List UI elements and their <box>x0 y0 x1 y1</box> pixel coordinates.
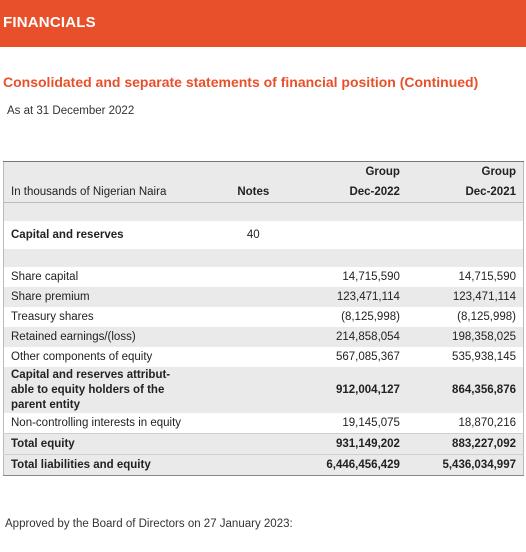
as-at-date: As at 31 December 2022 <box>7 105 135 117</box>
row-value-2021: 883,227,092 <box>407 434 524 455</box>
section-banner <box>0 0 526 47</box>
table-row <box>4 347 524 367</box>
header-empty <box>4 162 218 182</box>
row-value-2022: 931,149,202 <box>289 434 407 455</box>
row-label-line: able to equity holders of the <box>11 383 165 396</box>
grand-total-row <box>4 455 524 476</box>
row-value-2021: 18,870,216 <box>458 417 516 429</box>
row-value-2022: 567,085,367 <box>336 351 400 363</box>
total-row <box>4 434 524 455</box>
header-dec-2022: Dec-2022 <box>289 181 407 203</box>
row-label-line: parent entity <box>11 398 81 411</box>
row-value-2021: 123,471,114 <box>407 287 524 307</box>
section-row-capital <box>4 221 524 249</box>
row-label-line: Capital and reserves attribut- <box>11 368 171 381</box>
row-label: Non-controlling interests in equity <box>11 417 182 429</box>
header-row-group <box>4 162 524 182</box>
spacer-row <box>4 203 524 222</box>
financial-position-table <box>3 161 524 476</box>
row-label <box>4 367 218 413</box>
row-value-2021: 864,356,876 <box>407 367 524 413</box>
header-empty <box>218 162 289 182</box>
header-unit-label: In thousands of Nigerian Naira <box>4 181 218 203</box>
approval-note: Approved by the Board of Directors on 27 January 2023: <box>5 518 293 530</box>
row-label: Total equity <box>4 434 218 455</box>
spacer-row <box>4 249 524 267</box>
row-value-2022: 912,004,127 <box>289 367 407 413</box>
row-value-2022: 214,858,054 <box>289 327 407 347</box>
row-value-2021: 535,938,145 <box>452 351 516 363</box>
statement-title: Consolidated and separate statements of financial position (Continued) <box>3 74 479 90</box>
row-label: Retained earnings/(loss) <box>4 327 218 347</box>
row-label: Treasury shares <box>11 311 94 323</box>
row-value-2022: 6,446,456,429 <box>289 455 407 476</box>
header-dec-2021: Dec-2021 <box>407 181 524 203</box>
row-value-2022: 123,471,114 <box>289 287 407 307</box>
row-value-2022: (8,125,998) <box>341 311 400 323</box>
table-row <box>4 327 524 347</box>
row-label: Share premium <box>4 287 218 307</box>
section-label: Capital and reserves <box>11 229 124 241</box>
row-label: Total liabilities and equity <box>4 455 218 476</box>
row-value-2021: 5,436,034,997 <box>407 455 524 476</box>
table-row <box>4 267 524 287</box>
table-row <box>4 287 524 307</box>
row-value-2021: 14,715,590 <box>458 271 516 283</box>
row-value-2021: (8,125,998) <box>457 311 516 323</box>
table-row <box>4 413 524 434</box>
row-label: Share capital <box>11 271 79 283</box>
row-label: Other components of equity <box>11 351 153 363</box>
header-group-2022: Group <box>289 162 407 182</box>
subtotal-row <box>4 367 524 413</box>
row-value-2021: 198,358,025 <box>407 327 524 347</box>
row-value-2022: 19,145,075 <box>342 417 400 429</box>
header-row-columns <box>4 181 524 203</box>
banner-title: FINANCIALS <box>3 14 96 31</box>
section-note-ref: 40 <box>246 229 260 241</box>
header-group-2021: Group <box>407 162 524 182</box>
table-row <box>4 307 524 327</box>
header-notes: Notes <box>218 181 289 203</box>
row-value-2022: 14,715,590 <box>342 271 400 283</box>
